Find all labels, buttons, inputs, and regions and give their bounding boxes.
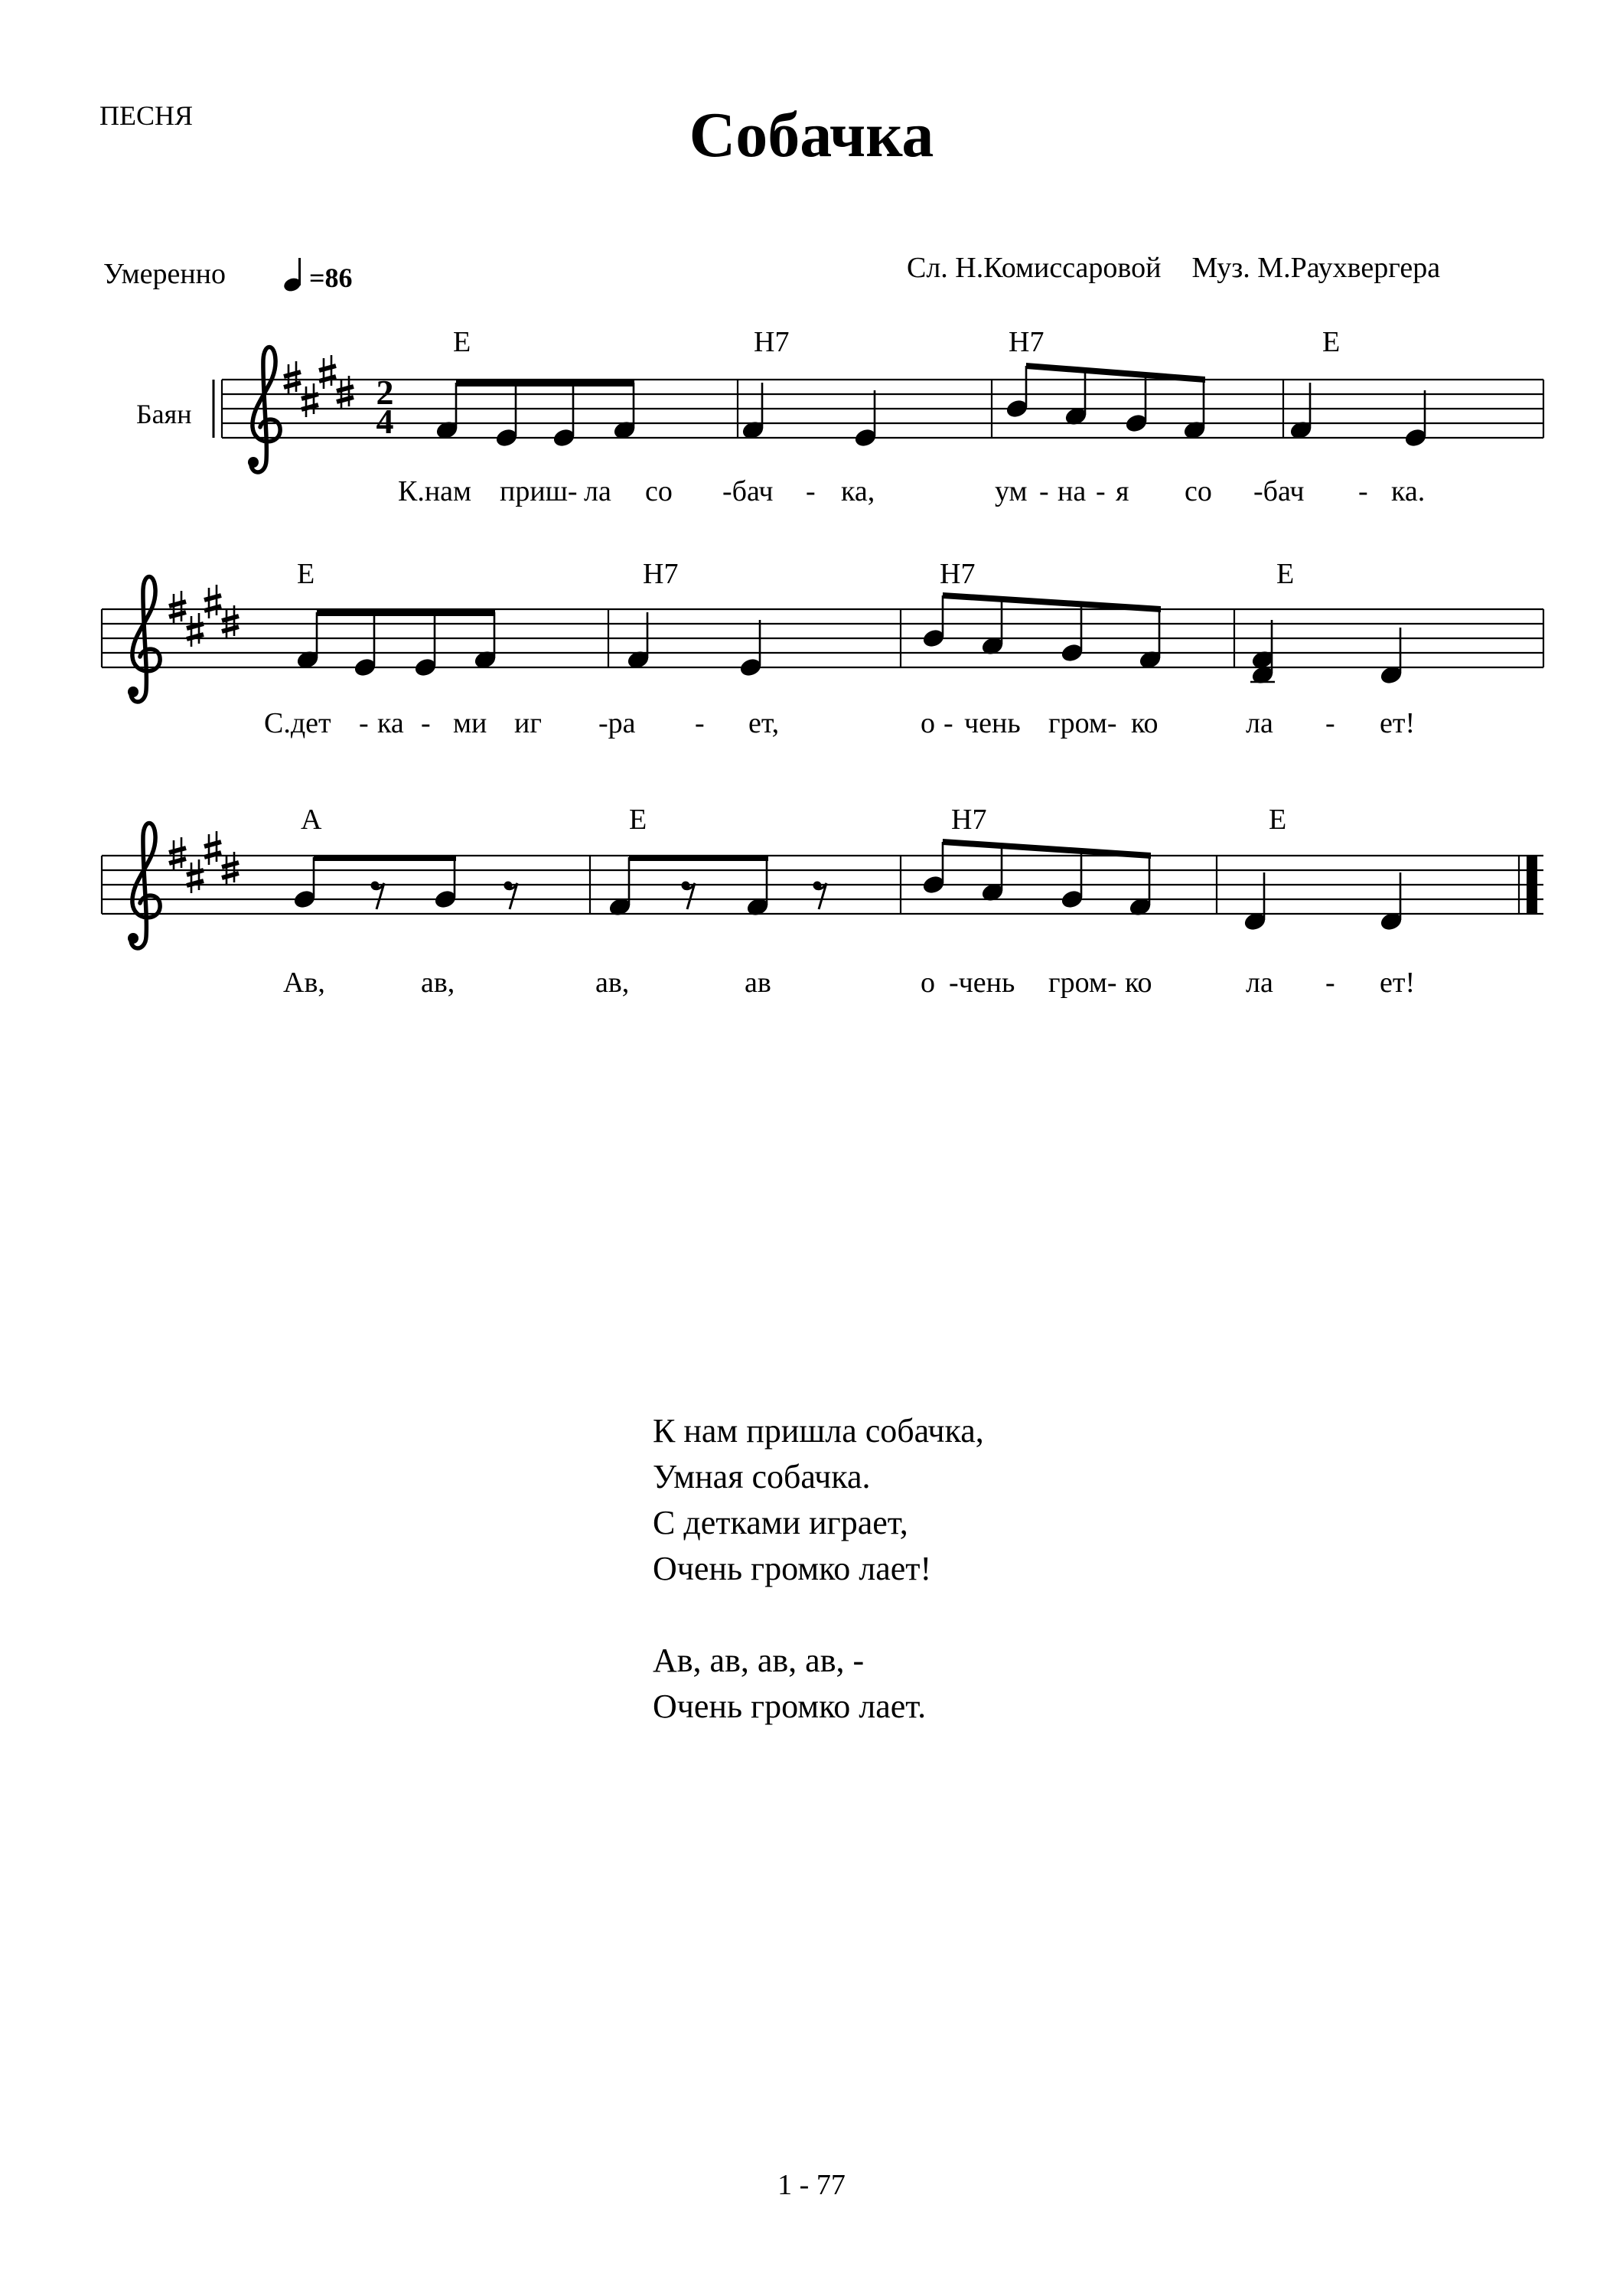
- lyric-syllable: о: [921, 967, 935, 999]
- music-score: [0, 0, 1623, 1071]
- poem-line: С детками играет,: [653, 1504, 908, 1541]
- sharp-icon: [222, 605, 239, 639]
- lyric-syllable: приш-: [500, 475, 578, 507]
- composer: Муз. М.Раухвергера: [1191, 252, 1441, 284]
- lyric-hyphen: -: [695, 707, 705, 739]
- poem-line: К нам пришла собачка,: [653, 1412, 984, 1450]
- lyric-syllable: гром-: [1048, 707, 1117, 739]
- chord-symbol: E: [1269, 804, 1287, 836]
- lyric-syllable: я: [1116, 475, 1129, 507]
- sharp-icon: [319, 355, 336, 389]
- chord-symbol: E: [1322, 326, 1341, 358]
- lyric-syllable: ка: [377, 707, 404, 739]
- chord-symbol: H7: [754, 326, 790, 358]
- poem-line: Ав, ав, ав, ав, -: [653, 1642, 865, 1679]
- lyric-syllable: ет!: [1380, 967, 1416, 999]
- lyric-syllable: со: [645, 475, 673, 507]
- time-signature-top: 2: [376, 373, 394, 412]
- chord-symbol: E: [1276, 558, 1295, 590]
- eighth-rest-icon: [371, 882, 385, 910]
- instrument-label: Баян: [136, 399, 192, 429]
- page-number: 1 - 77: [777, 2169, 846, 2201]
- lyric-syllable: -бач: [1253, 475, 1305, 507]
- sharp-icon: [222, 852, 239, 885]
- chord-symbol: H7: [951, 804, 987, 836]
- measure-10: [608, 855, 826, 918]
- measure-3: [1005, 363, 1207, 441]
- poem-line: Очень громко лает!: [653, 1550, 932, 1587]
- lyric-syllable: ко: [1125, 967, 1152, 999]
- sharp-icon: [169, 591, 186, 625]
- lyric-syllable: -бач: [722, 475, 774, 507]
- lyric-hyphen: -: [1325, 707, 1335, 739]
- sharp-icon: [187, 613, 204, 647]
- measure-9: [292, 855, 517, 910]
- lyric-syllable: ка,: [841, 475, 875, 507]
- chord-symbol: E: [453, 326, 471, 358]
- treble-clef-icon: [128, 823, 160, 949]
- eighth-rest-icon: [504, 882, 518, 910]
- measure-7: [921, 592, 1163, 670]
- tempo-marking: Умеренно: [103, 258, 227, 290]
- lyric-syllable: чень: [964, 707, 1021, 739]
- treble-clef-icon: [128, 577, 160, 703]
- chord-symbol: E: [629, 804, 647, 836]
- sharp-icon: [169, 837, 186, 871]
- chord-symbol: H7: [940, 558, 976, 590]
- sharp-icon: [284, 361, 301, 395]
- chord-symbol: H7: [643, 558, 679, 590]
- sharp-icon: [301, 383, 318, 417]
- sharp-icon: [204, 831, 221, 865]
- staff-system-2: [102, 577, 1543, 703]
- poem-stanza-1: [653, 1408, 984, 1592]
- staff-system-1: [213, 347, 1543, 473]
- metronome-mark: =86: [283, 256, 353, 294]
- lyric-syllable: ко: [1131, 707, 1159, 739]
- genre-label: ПЕСНЯ: [99, 100, 194, 131]
- measure-2: [741, 383, 878, 448]
- treble-clef-icon: [248, 347, 280, 473]
- lyric-syllable: ав,: [421, 967, 455, 999]
- lyric-hyphen: -: [943, 707, 953, 739]
- poem-line: Очень громко лает.: [653, 1688, 927, 1725]
- lyric-hyphen: -: [1358, 475, 1368, 507]
- lyric-syllable: Ав,: [283, 967, 325, 999]
- lyric-syllable: ет!: [1380, 707, 1416, 739]
- lyric-syllable: со: [1185, 475, 1212, 507]
- lyric-syllable: ми: [453, 707, 487, 739]
- measure-6: [626, 612, 764, 678]
- sharp-icon: [187, 859, 204, 893]
- lyric-syllable: К.нам: [398, 475, 472, 507]
- chord-symbol: H7: [1009, 326, 1045, 358]
- lyric-hyphen: -: [806, 475, 816, 507]
- lyric-syllable: на: [1058, 475, 1087, 507]
- lyric-hyphen: -: [1325, 967, 1335, 999]
- lyric-hyphen: -: [421, 707, 431, 739]
- lyric-syllable: С.дет: [264, 707, 331, 739]
- sharp-icon: [204, 585, 221, 618]
- measure-12: [1243, 872, 1404, 932]
- lyric-hyphen: -: [1039, 475, 1049, 507]
- measure-4: [1289, 383, 1429, 448]
- eighth-rest-icon: [813, 882, 827, 910]
- lyric-syllable: иг: [514, 707, 542, 739]
- time-signature-bottom: 4: [376, 402, 394, 441]
- lyric-syllable: ла: [1246, 967, 1273, 999]
- lyric-syllable: ав: [745, 967, 771, 999]
- chord-symbol: A: [301, 804, 322, 836]
- lyric-syllable: -чень: [949, 967, 1015, 999]
- lyric-syllable: о: [921, 707, 935, 739]
- staff-system-3: [102, 823, 1543, 949]
- chord-symbol: E: [297, 558, 315, 590]
- lyric-syllable: ав,: [595, 967, 630, 999]
- lyric-syllable: ла: [584, 475, 611, 507]
- lyric-hyphen: -: [1096, 475, 1106, 507]
- poem-stanza-2: [653, 1638, 984, 1730]
- lyric-syllable: -ра: [598, 707, 636, 739]
- lyric-syllable: ка.: [1391, 475, 1426, 507]
- lyric-syllable: ум: [995, 475, 1028, 507]
- lyric-syllable: гром-: [1048, 967, 1117, 999]
- tempo-value: 86: [324, 263, 353, 293]
- lyricist: Сл. Н.Комиссаровой: [907, 252, 1162, 284]
- sharp-icon: [337, 376, 354, 409]
- poem-line: Умная собачка.: [653, 1458, 871, 1495]
- lyric-syllable: ла: [1246, 707, 1273, 739]
- eighth-rest-icon: [682, 882, 696, 910]
- song-title: Собачка: [689, 99, 934, 171]
- lyric-hyphen: -: [359, 707, 369, 739]
- lyric-syllable: ет,: [748, 707, 780, 739]
- measure-11: [921, 839, 1153, 918]
- poem-text: [653, 1408, 984, 1776]
